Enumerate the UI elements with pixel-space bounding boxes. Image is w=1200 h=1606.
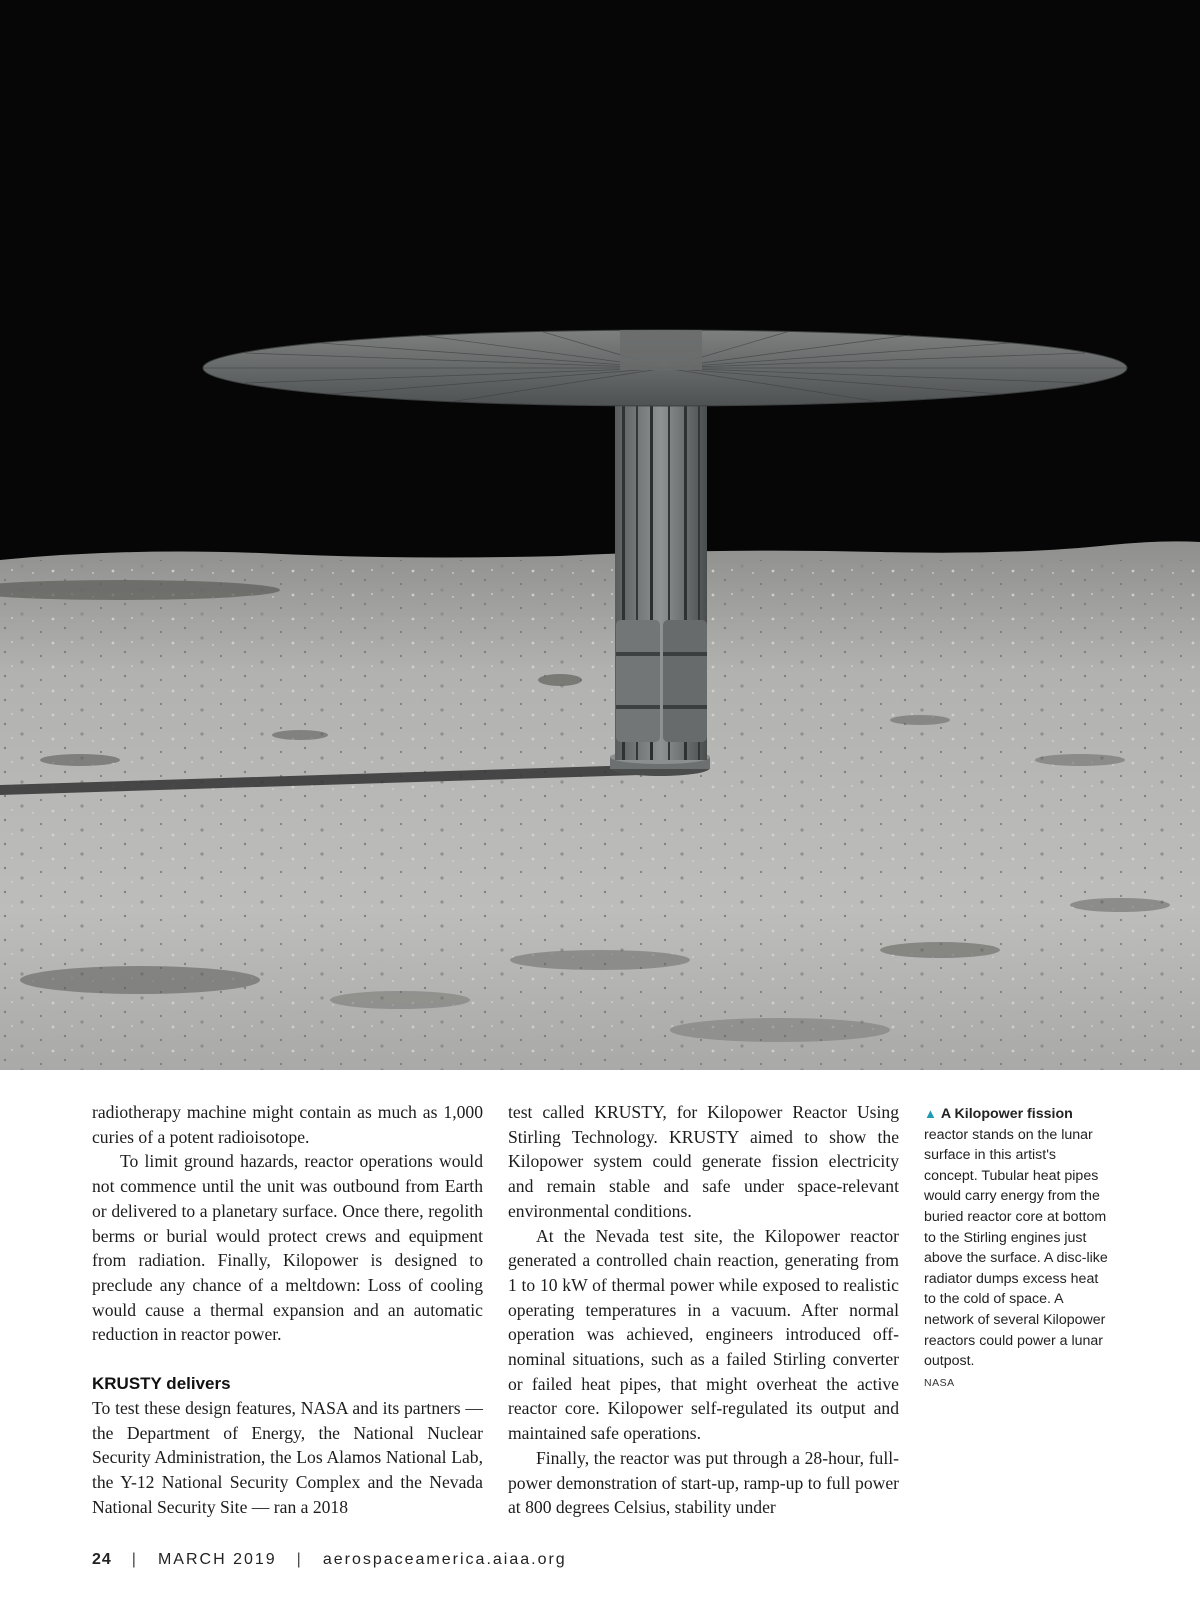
photo-credit: NASA (924, 1376, 955, 1389)
paragraph: To limit ground hazards, reactor operations would not commence until the unit was outbound from Earth or delivered to a planetary surface. Once there, regolith berms or burial would protect crews and equipment from radiation. Finally, Kilopower is designed to preclude any chance of a meltdown: Loss of cooling would cause a thermal expansion and an automatic reduction in reactor power. (92, 1151, 483, 1345)
caption-text: reactor stands on the lunar surface in this artist's concept. Tubular heat pipes would carry energy from the buried reactor core at bottom to the Stirling engines just above the surface. A disc-like radiator dumps excess heat to the cold of space. A network of several Kilopower reactors could power a lunar outpost. (924, 1126, 1108, 1370)
paragraph: Finally, the reactor was put through a 28-hour, full-power demonstration of start-up, ramp-up to full power at 800 degrees Celsius, stability under (508, 1447, 899, 1518)
paragraph: test called KRUSTY, for Kilopower Reactor Using Stirling Technology. KRUSTY aimed to show the Kilopower system could generate fission electricity and remain stable and safe under space-relevant environmental conditions. (508, 1102, 899, 1221)
caption-lead: A Kilopower fission (940, 1106, 1073, 1122)
footer-separator: | (131, 1551, 138, 1568)
paragraph: To test these design features, NASA and its partners — the Department of Energy, the National Nuclear Security Administration, the Los Alamos National Lab, the Y-12 National Security Complex and the Nevada National Security Site — ran a 2018 (92, 1398, 483, 1517)
triangle-up-icon: ▲ (924, 1106, 937, 1121)
figure-caption (924, 1104, 1110, 1390)
paragraph: At the Nevada test site, the Kilopower reactor generated a controlled chain reaction, generating from 1 to 10 kW of thermal power while exposed to realistic operating temperatures in a vacuum. After normal operation was achieved, engineers introduced off-nominal situations, such as a failed Stirling converter or failed heat pipes, that might overheat the active reactor core. Kilopower self-regulated its output and maintained safe operations. (508, 1225, 899, 1444)
article-column-1 (92, 1100, 483, 1520)
footer-separator: | (296, 1551, 303, 1568)
page-footer (92, 1551, 567, 1569)
section-subhead: KRUSTY delivers (92, 1374, 231, 1394)
issue-date: MARCH 2019 (157, 1551, 277, 1568)
paragraph: radiotherapy machine might contain as much as 1,000 curies of a potent radioisotope. (92, 1102, 483, 1147)
website-link[interactable]: aerospaceamerica.aiaa.org (322, 1551, 567, 1568)
page-number: 24 (92, 1551, 112, 1568)
article-column-2 (508, 1100, 899, 1520)
